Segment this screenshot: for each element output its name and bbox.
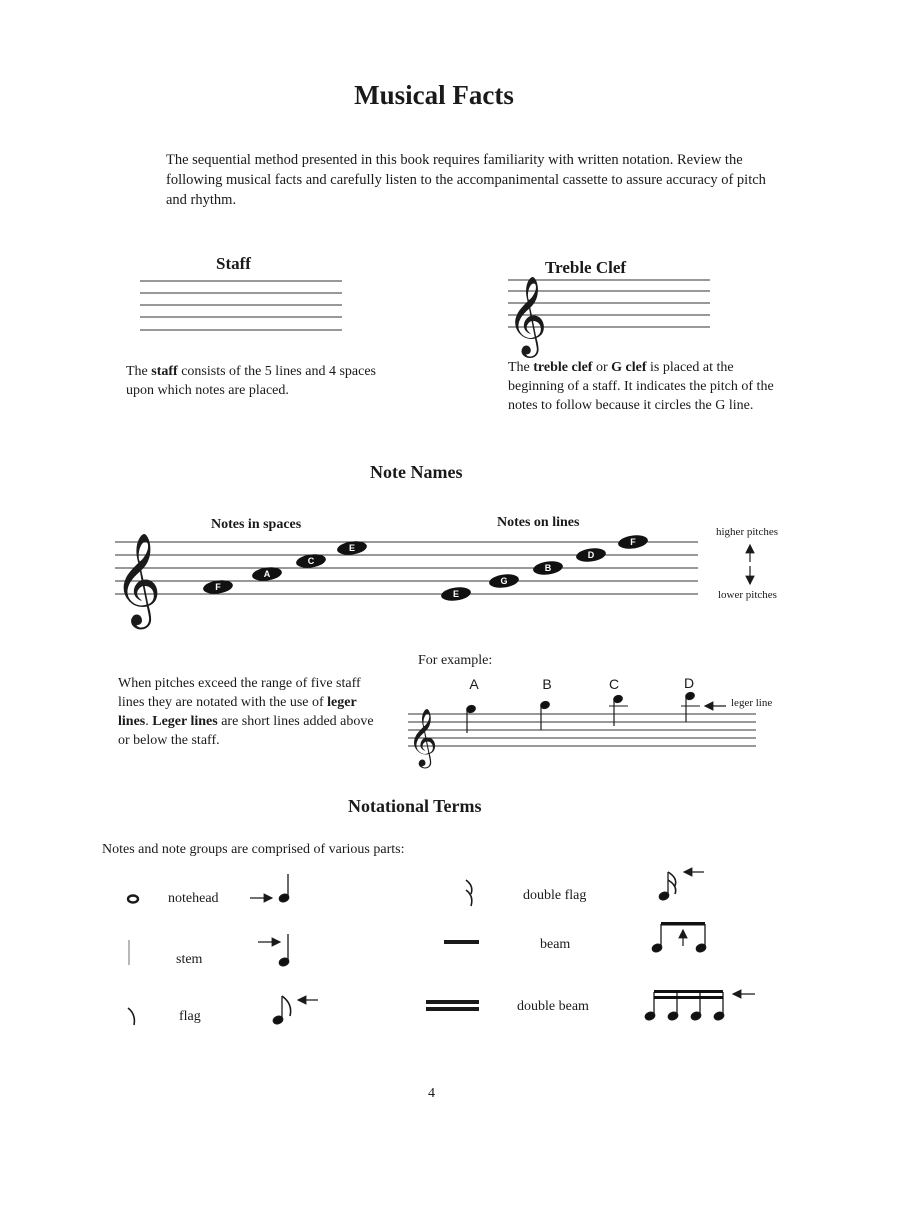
double-beam-icon [426, 1000, 479, 1011]
for-example-label: For example: [418, 653, 493, 668]
treble-clef-icon: 𝄞 [507, 276, 548, 355]
double-beam-label: double beam [517, 999, 589, 1014]
notes-on-lines-label: Notes on lines [497, 515, 580, 530]
higher-pitches-label: higher pitches [716, 526, 779, 538]
example-letter-a: A [469, 676, 479, 692]
line-note-f [617, 533, 649, 550]
treble-clef-description: The treble clef or G clef is placed at the beginning of a staff. It indicates the pitch of the notes to follow because it circles the G line. [508, 360, 774, 413]
flag-icon [128, 1008, 134, 1025]
example-note-b [540, 700, 551, 730]
note-names-treble-clef-icon: 𝄞 [114, 532, 162, 625]
line-note-b [532, 559, 564, 576]
example-letter-c: C [608, 676, 620, 692]
example-note-a [466, 704, 477, 733]
stem-label: stem [176, 952, 203, 967]
beam-icon [444, 940, 479, 944]
notehead-icon [128, 896, 138, 903]
leger-example-clef-icon: 𝄞 [408, 708, 438, 766]
line-note-d-letter: D [587, 550, 595, 560]
notehead-example [250, 874, 290, 903]
staff-description: The staff consists of the 5 lines and 4 spaces upon which notes are placed. [126, 364, 376, 398]
staff-heading: Staff [216, 254, 251, 273]
example-letter-d: D [683, 675, 695, 691]
space-note-f-letter: F [215, 582, 221, 592]
note-names-staff [115, 542, 698, 594]
line-note-b-letter: B [544, 563, 552, 573]
treble-clef-heading: Treble Clef [545, 258, 627, 277]
space-note-a-letter: A [263, 569, 271, 579]
beam-label: beam [540, 937, 571, 952]
intro-paragraph: The sequential method presented in this book requires familiarity with written notation. Review the following musical facts and carefully listen to the accompanimental cassette to assure accuracy of pitch and rhythm. [166, 152, 766, 208]
line-note-e [440, 585, 472, 602]
line-note-g [488, 572, 520, 589]
double-flag-icon [466, 880, 472, 906]
line-note-e-letter: E [452, 589, 460, 599]
notational-terms-heading: Notational Terms [348, 796, 482, 816]
stem-example [258, 934, 290, 967]
example-note-d [681, 691, 700, 722]
line-note-f-letter: F [630, 537, 636, 547]
double-flag-example [658, 872, 704, 901]
notes-in-spaces-label: Notes in spaces [211, 517, 302, 532]
lower-pitches-label: lower pitches [718, 589, 777, 601]
example-letter-b: B [542, 676, 552, 692]
staff-diagram [140, 281, 342, 330]
double-flag-label: double flag [523, 888, 587, 903]
space-note-c-letter: C [307, 556, 315, 566]
example-note-c [609, 694, 628, 726]
double-beam-example [644, 990, 755, 1021]
page-title: Musical Facts [354, 80, 514, 110]
leger-example-staff [408, 714, 756, 746]
page-number: 4 [428, 1086, 435, 1101]
flag-label: flag [179, 1009, 201, 1024]
notehead-label: notehead [168, 891, 219, 906]
leger-line-label: leger line [731, 697, 773, 709]
beam-example [651, 922, 707, 953]
line-note-d [575, 546, 607, 563]
leger-lines-description: When pitches exceed the range of five staff lines they are notated with the use of leger lines. Leger lines are short lines added above or below the staff. [118, 676, 374, 748]
line-note-g-letter: G [500, 576, 508, 586]
space-note-e-letter: E [348, 543, 356, 553]
flag-example [272, 996, 318, 1025]
notational-terms-intro: Notes and note groups are comprised of various parts: [102, 842, 405, 857]
note-names-heading: Note Names [370, 462, 463, 482]
